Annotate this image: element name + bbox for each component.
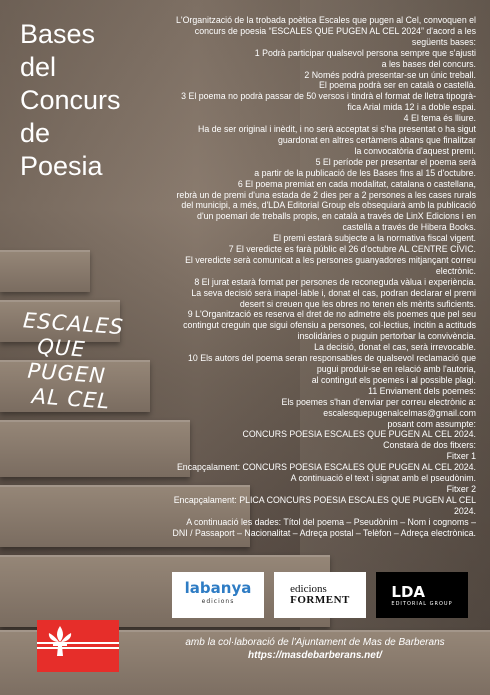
rules-line: d'un poemari de treballs propis, en català a través de LinX Edicions i en: [197, 211, 476, 222]
forment-logo-line1: edicions: [290, 583, 327, 595]
rules-line: la convocatòria d'aquest premi.: [354, 145, 476, 156]
rules-line: A continuació les dades: Títol del poema – Pseudònim – Nom i cognoms –: [186, 516, 476, 527]
rules-line: contingut creguin que sigui ofensiu a persones, col·lectius, incitin a actituds: [183, 320, 476, 331]
rules-line: guardonat en altres certàmens abans que finalitzar: [277, 134, 476, 145]
rules-line: Fitxer 1: [446, 451, 476, 462]
rules-line: 1 Podrà participar qualsevol persona sempre que s'ajusti: [254, 47, 476, 58]
slogan-line: AL CEL: [31, 384, 111, 414]
lda-logo: [376, 572, 468, 618]
slogan-line: PUGEN: [26, 358, 107, 389]
sponsor-logos: [172, 572, 468, 618]
rules-line: La seva decisió serà inapel·lable i, donat el cas, podran declarar el premi: [191, 287, 476, 298]
rules-line: La decisió, donat el cas, serà irrevocable.: [314, 342, 476, 353]
rules-line: Ha de ser original i inèdit, i no serà acceptat si s'ha presentat o ha sigut: [198, 124, 476, 135]
rules-line: 2 Només podrà presentar-se un únic treball.: [304, 69, 476, 80]
rules-line: 3 El poema no podrà passar de 50 versos i tindrà el format de lletra tipogrà-: [181, 91, 476, 102]
fleur-de-lis-icon: [45, 624, 75, 658]
rules-line: A continuació el text i signat amb el pseudònim.: [290, 473, 476, 484]
rules-line: 4 El tema és lliure.: [403, 113, 476, 124]
rules-line: desert si creuen que les obres no tenen els mèrits suficients.: [239, 298, 476, 309]
rules-line: Els poemes s'han d'enviar per correu electrònic a:: [281, 396, 476, 407]
rules-line: rebrà un de premi d'una estada de 2 dies per a 2 persones a les cases rurals: [176, 189, 476, 200]
rules-line: pugui produir-se en relació amb l'autoria,: [316, 364, 476, 374]
labanya-logo-sub: edicions: [201, 598, 235, 605]
stair-step: [0, 250, 90, 292]
slogan-line: QUE: [36, 334, 87, 362]
title-line: Bases: [20, 19, 96, 49]
rules-line: Encapçalament: CONCURS POESIA ESCALES QUE PUGEN AL CEL 2024.: [176, 462, 476, 473]
rules-line: Encapçalament: PLICA CONCURS POESIA ESCALES QUE PUGEN AL CEL: [173, 494, 476, 505]
slogan-line: ESCALES: [22, 308, 125, 340]
contest-rules: [142, 15, 476, 539]
title-line: Poesia: [20, 151, 103, 181]
municipal-flag: [37, 620, 119, 672]
rules-line: a partir de la publicació de les Bases fins al 15 d'octubre.: [254, 167, 476, 178]
rules-line: 7 El veredicte es farà públic el 26 d'octubre AL CENTRE CÍVIC.: [228, 244, 476, 255]
rules-line: del municipi, a més, d'LDA Editorial Group els obsequiarà amb la publicació: [181, 200, 476, 211]
rules-line: 11 Enviament dels poemes:: [368, 385, 476, 396]
title-line: del: [20, 52, 57, 82]
rules-line: fica Arial mida 12 i a doble espai.: [347, 102, 476, 113]
rules-line: 8 El jurat estarà format per persones de reconeguda vàlua i experiència.: [194, 276, 476, 287]
footer: [160, 636, 470, 662]
rules-line: Fitxer 2: [446, 483, 476, 494]
labanya-logo: [172, 572, 264, 618]
lda-logo-text: LDA: [391, 583, 426, 601]
rules-line: posant com assumpte:: [387, 418, 476, 429]
labanya-logo-text: labanya: [184, 579, 252, 597]
rules-line: 2024.: [453, 505, 476, 516]
rules-line: escalesquepugenalcelmas@gmail.com: [323, 407, 476, 418]
title-line: de: [20, 118, 51, 148]
forment-logo: [274, 572, 366, 618]
rules-line: a les bases del concurs.: [381, 58, 476, 69]
rules-line: DNI / Passaport – Nacionalitat – Adreça postal – Telèfon – Adreça electrònica.: [172, 527, 476, 538]
rules-line: CONCURS POESIA ESCALES QUE PUGEN AL CEL 2024.: [242, 429, 476, 440]
collaboration-text: amb la col·laboració de l'Ajuntament de Mas de Barberans: [185, 637, 445, 648]
website-link[interactable]: https://masdebarberans.net/: [248, 650, 382, 661]
forment-logo-line2: FORMENT: [290, 594, 350, 606]
rules-line: castellà a través de Hibera Books.: [342, 222, 476, 233]
rules-line: El poema podrà ser en català o castellà.: [319, 80, 476, 91]
lda-logo-sub: EDITORIAL GROUP: [391, 601, 453, 607]
rules-line: El premi estarà subjecte a la normativa fiscal vigent.: [273, 233, 476, 244]
rules-line: electrònic.: [435, 265, 476, 276]
rules-line: al contingut els poemes i al possible plagi.: [311, 374, 476, 385]
rules-line: 5 El període per presentar el poema serà: [315, 156, 476, 167]
title-line: Concurs: [20, 85, 121, 115]
rules-line: concurs de poesia “ESCALES QUE PUGEN AL CEL 2024” d'acord a les: [194, 25, 476, 36]
rules-line: L'Organització de la trobada poètica Escales que pugen al Cel, convoquen el: [176, 15, 476, 25]
rules-line: insolidàries o puguin pertorbar la convivència.: [297, 331, 476, 342]
rules-line: 6 El poema premiat en cada modalitat, catalana o castellana,: [237, 178, 476, 189]
rules-line: 9 L'Organització es reserva el dret de no admetre els poemes que pel seu: [187, 309, 476, 320]
rules-line: 10 Els autors del poema seran responsables de qualsevol reclamació que: [187, 353, 476, 364]
page-title: [20, 18, 160, 183]
rules-line: següents bases:: [411, 36, 476, 47]
rules-line: Constarà de dos fitxers:: [383, 440, 476, 451]
rules-line: El veredicte serà comunicat a les persones guanyadores mitjançant correu: [185, 254, 476, 265]
